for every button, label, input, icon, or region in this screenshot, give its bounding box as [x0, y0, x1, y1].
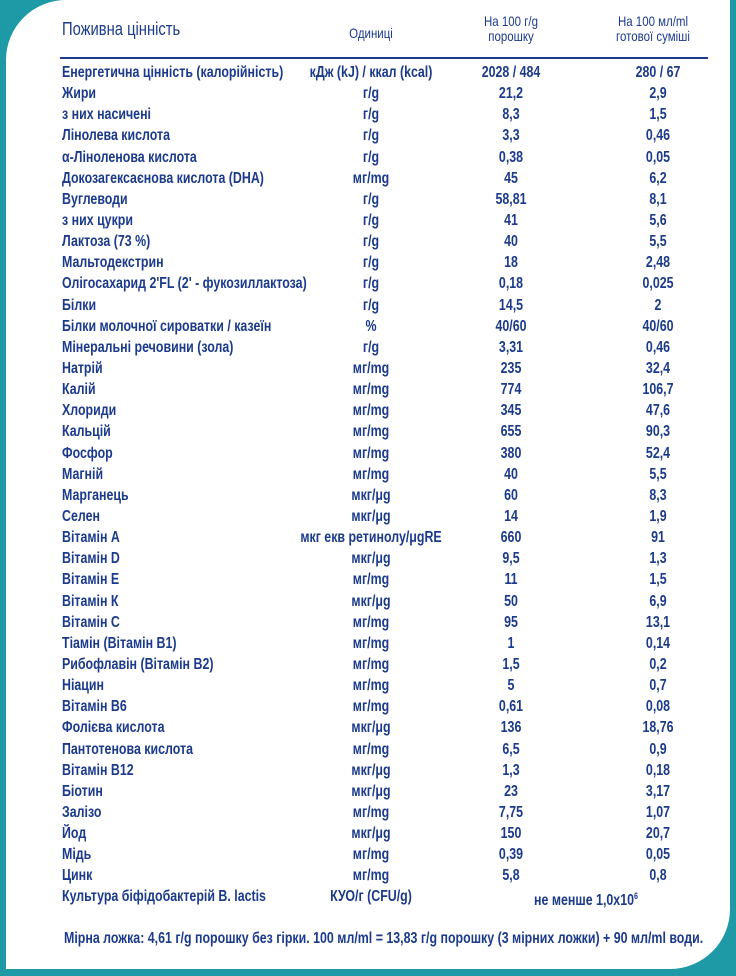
- table-row: [6, 802, 730, 823]
- nutrient-name: Тіамін (Вітамін В1): [62, 634, 177, 652]
- nutrient-name: Селен: [62, 507, 100, 525]
- table-row: [6, 654, 730, 675]
- table-row: [6, 865, 730, 886]
- nutrient-name: Білки: [62, 296, 97, 314]
- table-row: [6, 781, 730, 802]
- value-per-100g: 18: [504, 254, 518, 272]
- nutrient-name: Олігосахарид 2'FL (2' - фукозиллактоза): [62, 275, 307, 293]
- nutrient-name: Вітамін К: [62, 592, 119, 610]
- value-per-100ml: 0,46: [645, 338, 671, 356]
- value-per-100g: 1: [507, 634, 515, 652]
- value-per-100ml: 47,6: [645, 402, 671, 420]
- nutrient-unit: мг/mg: [352, 402, 390, 420]
- value-per-100ml: 0,9: [649, 740, 667, 758]
- table-row: [6, 485, 730, 506]
- value-per-100ml: 0,2: [649, 655, 667, 673]
- value-per-100g: 655: [500, 423, 522, 441]
- nutrient-name: Білки молочної сироватки / казеїн: [62, 317, 272, 335]
- nutrient-name: Вітамін Е: [62, 571, 120, 589]
- table-row: [6, 421, 730, 442]
- value-per-100ml: 90,3: [645, 423, 671, 441]
- nutrient-unit: г/g: [362, 190, 380, 208]
- table-row: [6, 210, 730, 231]
- nutrient-name: Цинк: [62, 867, 93, 885]
- value-per-100g: 5: [507, 677, 515, 695]
- table-row: [6, 739, 730, 760]
- table-row: [6, 675, 730, 696]
- nutrient-name: Вітамін А: [62, 529, 120, 547]
- value-per-100ml: 2: [654, 296, 662, 314]
- value-per-100ml: 0,7: [649, 677, 667, 695]
- nutrient-name: Магній: [62, 465, 104, 483]
- table-row: [6, 295, 730, 316]
- value-per-100ml: 0,05: [645, 148, 671, 166]
- nutrient-name: Мальтодекстрин: [62, 254, 164, 272]
- table-row: [6, 633, 730, 654]
- table-row: [6, 189, 730, 210]
- table-row: [6, 104, 730, 125]
- value-per-100ml: 0,025: [642, 275, 674, 293]
- table-row: [6, 168, 730, 189]
- nutrient-name: Докозагексаєнова кислота (DHA): [62, 169, 264, 187]
- value-per-100g: 3,3: [502, 127, 520, 145]
- header-per-100ml: [600, 14, 707, 44]
- nutrient-unit: г/g: [362, 296, 380, 314]
- value-per-100g: 9,5: [502, 550, 520, 568]
- value-per-100ml: 20,7: [645, 825, 671, 843]
- nutrient-name: Залізо: [62, 803, 102, 821]
- nutrient-name: з них насичені: [62, 106, 151, 124]
- nutrient-unit: мг/mg: [352, 359, 390, 377]
- value-per-100g: 40: [504, 465, 518, 483]
- nutrient-name: Кальцій: [62, 423, 111, 441]
- value-per-100g: 14: [504, 507, 518, 525]
- nutrient-unit: мг/mg: [352, 677, 390, 695]
- value-per-100g: 235: [500, 359, 522, 377]
- nutrient-unit: мкг/μg: [351, 782, 391, 800]
- culture-name: Культура біфідобактерій B. lactis: [62, 888, 266, 906]
- value-per-100g: 380: [500, 444, 522, 462]
- nutrient-unit: мг/mg: [352, 423, 390, 441]
- value-per-100ml: 0,18: [645, 761, 671, 779]
- table-row: [6, 506, 730, 527]
- nutrient-name: Хлориди: [62, 402, 117, 420]
- nutrient-name: Вітамін В12: [62, 761, 134, 779]
- value-per-100ml: 5,6: [649, 211, 667, 229]
- nutrient-name: Біотин: [62, 782, 103, 800]
- value-per-100g: 50: [504, 592, 518, 610]
- value-per-100ml: 0,46: [645, 127, 671, 145]
- value-per-100ml: 8,1: [649, 190, 667, 208]
- table-row: [6, 548, 730, 569]
- value-per-100ml: 280 / 67: [635, 64, 681, 81]
- nutrient-unit: мкг екв ретинолу/μgRE: [300, 529, 442, 547]
- value-per-100ml: 0,14: [645, 634, 671, 652]
- value-per-100ml: 2,48: [645, 254, 671, 272]
- nutrient-unit: мкг/μg: [351, 825, 391, 843]
- value-per-100ml: 32,4: [645, 359, 671, 377]
- culture-value: [498, 886, 674, 911]
- header-per-100g-line2: порошку: [488, 28, 534, 44]
- table-row: [6, 443, 730, 464]
- table-row: [6, 400, 730, 421]
- value-per-100ml: 0,8: [649, 867, 667, 885]
- header-divider: [60, 57, 708, 59]
- value-per-100ml: 1,3: [649, 550, 667, 568]
- nutrient-unit: мг/mg: [352, 740, 390, 758]
- value-per-100g: 8,3: [502, 106, 520, 124]
- table-row: [6, 147, 730, 168]
- value-per-100ml: 1,07: [645, 803, 671, 821]
- nutrient-unit: мг/mg: [352, 846, 390, 864]
- table-row: [6, 125, 730, 146]
- nutrient-unit: мг/mg: [352, 634, 390, 652]
- value-per-100g: 6,5: [502, 740, 520, 758]
- value-per-100ml: 5,5: [649, 233, 667, 251]
- value-per-100ml: 1,5: [649, 106, 667, 124]
- table-row: [6, 612, 730, 633]
- header-units: Одиниці: [349, 25, 393, 41]
- value-per-100g: 41: [504, 211, 518, 229]
- value-per-100g: 58,81: [495, 190, 527, 208]
- nutrient-unit: мг/mg: [352, 571, 390, 589]
- value-per-100g: 0,18: [498, 275, 524, 293]
- value-per-100ml: 91: [651, 529, 665, 547]
- value-per-100ml: 3,17: [645, 782, 671, 800]
- value-per-100g: 1,5: [502, 655, 520, 673]
- value-per-100ml: 5,5: [649, 465, 667, 483]
- nutrient-name: α-Ліноленова кислота: [62, 148, 197, 166]
- value-per-100g: 1,3: [502, 761, 520, 779]
- table-row: [6, 83, 730, 104]
- header-per-100ml-line2: готової суміші: [616, 28, 690, 44]
- culture-value-exponent: 6: [633, 891, 638, 902]
- nutrient-name: з них цукри: [62, 211, 133, 229]
- value-per-100ml: 0,08: [645, 698, 671, 716]
- value-per-100g: 2028 / 484: [481, 64, 541, 81]
- table-row: [6, 591, 730, 612]
- value-per-100ml: 13,1: [645, 613, 671, 631]
- nutrient-name: Лінолева кислота: [62, 127, 170, 145]
- nutrient-unit: г/g: [362, 254, 380, 272]
- table-row: [6, 358, 730, 379]
- nutrient-unit: мкг/μg: [351, 761, 391, 779]
- value-per-100ml: 18,76: [642, 719, 674, 737]
- nutrition-panel: [6, 0, 730, 969]
- table-row: [6, 464, 730, 485]
- header-per-100g: [458, 14, 565, 44]
- header-nutritional-value: Поживна цінність: [62, 19, 181, 39]
- nutrient-unit: мг/mg: [352, 381, 390, 399]
- nutrient-unit: мг/mg: [352, 169, 390, 187]
- nutrient-name: Вітамін В6: [62, 698, 127, 716]
- table-row: [6, 696, 730, 717]
- table-row-culture: [6, 886, 730, 910]
- nutrient-unit: мкг/μg: [351, 719, 391, 737]
- value-per-100g: 0,39: [498, 846, 524, 864]
- table-row: [6, 760, 730, 781]
- value-per-100g: 0,61: [498, 698, 524, 716]
- nutrient-name: Йод: [62, 825, 87, 843]
- value-per-100ml: 8,3: [649, 486, 667, 504]
- value-per-100g: 7,75: [498, 803, 524, 821]
- nutrient-unit: мкг/μg: [351, 507, 391, 525]
- nutrient-unit: г/g: [362, 275, 380, 293]
- value-per-100g: 150: [500, 825, 522, 843]
- culture-value-text: не менше 1,0x10: [533, 892, 634, 910]
- nutrient-unit: мг/mg: [352, 867, 390, 885]
- footnote: Мірна ложка: 4,61 г/g порошку без гірки. 100 мл/ml = 13,83 г/g порошку (3 мірних ложки) + 90 мл/ml води.: [64, 930, 704, 947]
- value-per-100ml: 1,9: [649, 507, 667, 525]
- nutrient-name: Марганець: [62, 486, 129, 504]
- nutrient-unit: мг/mg: [352, 444, 390, 462]
- value-per-100g: 136: [500, 719, 522, 737]
- table-row: [6, 252, 730, 273]
- table-row: [6, 273, 730, 294]
- nutrient-name: Мідь: [62, 846, 92, 864]
- nutrient-unit: мкг/μg: [351, 550, 391, 568]
- nutrient-name: Фолієва кислота: [62, 719, 165, 737]
- table-row: [6, 316, 730, 337]
- value-per-100ml: 0,05: [645, 846, 671, 864]
- nutrient-unit: мг/mg: [352, 613, 390, 631]
- nutrient-name: Натрій: [62, 359, 103, 377]
- nutrient-unit: мкг/μg: [351, 592, 391, 610]
- nutrient-name: Вуглеводи: [62, 190, 128, 208]
- nutrient-name: Калій: [62, 381, 96, 399]
- value-per-100g: 11: [504, 571, 518, 589]
- nutrient-unit: кДж (kJ) / ккал (kcal): [309, 64, 433, 81]
- nutrient-unit: мг/mg: [352, 655, 390, 673]
- header-per-100ml-line1: На 100 мл/ml: [617, 13, 689, 29]
- nutrient-unit: мг/mg: [352, 698, 390, 716]
- nutrient-unit: г/g: [362, 148, 380, 166]
- table-row: [6, 527, 730, 548]
- table-row: [6, 62, 730, 83]
- nutrient-unit: г/g: [362, 233, 380, 251]
- culture-unit: КУО/г (CFU/g): [330, 888, 412, 906]
- nutrient-name: Жири: [62, 85, 97, 103]
- nutrient-unit: г/g: [362, 338, 380, 356]
- nutrient-unit: г/g: [362, 211, 380, 229]
- nutrient-unit: мг/mg: [352, 803, 390, 821]
- nutrient-unit: г/g: [362, 127, 380, 145]
- value-per-100g: 774: [500, 381, 522, 399]
- nutrient-unit: мг/mg: [352, 465, 390, 483]
- value-per-100ml: 2,9: [649, 85, 667, 103]
- table-row: [6, 337, 730, 358]
- value-per-100ml: 1,5: [649, 571, 667, 589]
- nutrient-name: Пантотенова кислота: [62, 740, 193, 758]
- nutrient-name: Вітамін С: [62, 613, 120, 631]
- table-row: [6, 717, 730, 738]
- nutrient-name: Ніацин: [62, 677, 105, 695]
- value-per-100g: 40: [504, 233, 518, 251]
- value-per-100g: 60: [504, 486, 518, 504]
- table-row: [6, 379, 730, 400]
- table-header: [6, 0, 730, 60]
- nutrition-table-body: [6, 62, 730, 908]
- nutrient-unit: мкг/μg: [351, 486, 391, 504]
- table-row: [6, 231, 730, 252]
- value-per-100ml: 52,4: [645, 444, 671, 462]
- nutrient-name: Фосфор: [62, 444, 113, 462]
- header-per-100g-line1: На 100 г/g: [484, 13, 538, 29]
- value-per-100ml: 6,9: [649, 592, 667, 610]
- value-per-100g: 21,2: [498, 85, 524, 103]
- nutrient-unit: %: [365, 317, 377, 335]
- value-per-100ml: 106,7: [642, 381, 674, 399]
- value-per-100g: 23: [504, 782, 518, 800]
- value-per-100g: 0,38: [498, 148, 524, 166]
- nutrient-name: Мінеральні речовини (зола): [62, 338, 234, 356]
- value-per-100g: 14,5: [498, 296, 524, 314]
- nutrient-name: Лактоза (73 %): [62, 233, 151, 251]
- value-per-100g: 345: [500, 402, 522, 420]
- table-row: [6, 823, 730, 844]
- value-per-100g: 3,31: [498, 338, 524, 356]
- value-per-100g: 95: [504, 613, 518, 631]
- table-row: [6, 844, 730, 865]
- nutrient-name: Рибофлавін (Вітамін В2): [62, 655, 214, 673]
- value-per-100ml: 40/60: [642, 317, 674, 335]
- value-per-100g: 660: [500, 529, 522, 547]
- nutrient-unit: г/g: [362, 106, 380, 124]
- value-per-100g: 40/60: [495, 317, 527, 335]
- value-per-100g: 45: [504, 169, 518, 187]
- table-row: [6, 569, 730, 590]
- value-per-100g: 5,8: [502, 867, 520, 885]
- nutrient-name: Енергетична цінність (калорійність): [62, 64, 284, 81]
- nutrient-name: Вітамін D: [62, 550, 120, 568]
- value-per-100ml: 6,2: [649, 169, 667, 187]
- nutrient-unit: г/g: [362, 85, 380, 103]
